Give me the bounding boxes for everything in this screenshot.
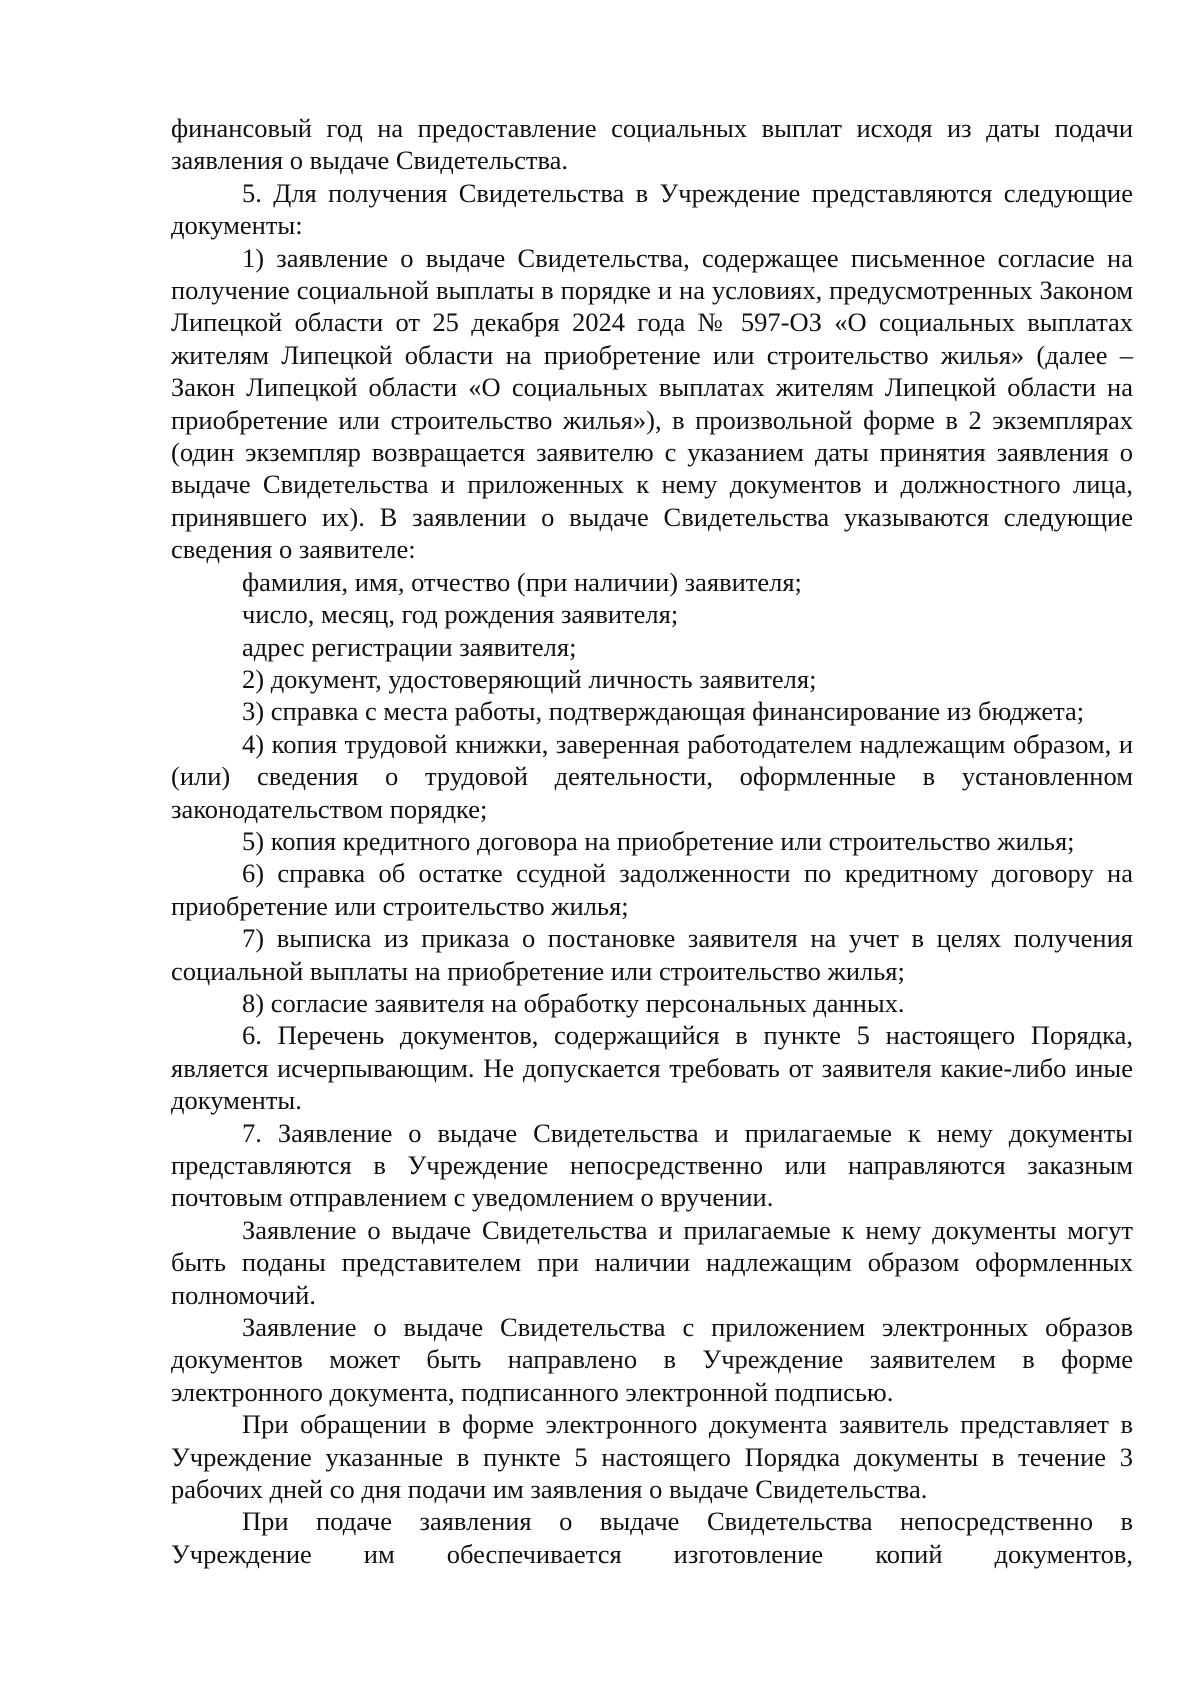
- line-subitem-8: 8) согласие заявителя на обработку персональных данных.: [242, 987, 905, 1018]
- document-page: [171, 112, 1133, 1570]
- paragraph-subitem-1: 1) заявление о выдаче Свидетельства, содержащее письменное согласие на получение социальной выплаты в порядке и на условиях, предусмотренных Законом Липецкой области от 25 декабря 2024 года № 597-ОЗ «О социальных выплатах жителям Липецкой области на приобретение или строительство жилья» (далее – Закон Липецкой области «О социальных выплатах жителям Липецкой области на приобретение или строительство жилья»), в произвольной форме в 2 экземплярах (один экземпляр возвращается заявителю с указанием даты принятия заявления о выдаче Свидетельства и приложенных к нему документов и должностного лица, принявшего их). В заявлении о выдаче Свидетельства указываются следующие сведения о заявителе:: [171, 242, 1133, 565]
- line-applicant-name: фамилия, имя, отчество (при наличии) заявителя;: [242, 566, 802, 597]
- paragraph-electronic-document: При обращении в форме электронного документа заявитель представляет в Учреждение указанные в пункте 5 настоящего Порядка документы в течение 3 рабочих дней со дня подачи им заявления о выдаче Свидетельства.: [171, 1409, 1133, 1505]
- paragraph-electronic-submission: Заявление о выдаче Свидетельства с приложением электронных образов документов может быть направлено в Учреждение заявителем в форме электронного документа, подписанного электронной подписью.: [171, 1312, 1133, 1407]
- line-subitem-5: 5) копия кредитного договора на приобретение или строительство жилья;: [242, 825, 1075, 856]
- line-subitem-3: 3) справка с места работы, подтверждающая финансирование из бюджета;: [242, 696, 1085, 727]
- line-applicant-birthdate: число, месяц, год рождения заявителя;: [242, 599, 679, 630]
- line-subitem-2: 2) документ, удостоверяющий личность заявителя;: [242, 663, 817, 694]
- line-applicant-address: адрес регистрации заявителя;: [242, 631, 577, 662]
- paragraph-item-7: 7. Заявление о выдаче Свидетельства и прилагаемые к нему документы представляются в Учреждение непосредственно или направляются заказным почтовым отправлением с уведомлением о вручении.: [171, 1117, 1133, 1213]
- paragraph-direct-submission: При подаче заявления о выдаче Свидетельства непосредственно в Учреждение им обеспечивается изготовление копий документов,: [171, 1506, 1133, 1569]
- paragraph-subitem-7: 7) выписка из приказа о постановке заявителя на учет в целях получения социальной выплаты на приобретение или строительство жилья;: [171, 923, 1133, 986]
- paragraph-item-6: 6. Перечень документов, содержащийся в пункте 5 настоящего Порядка, является исчерпывающим. Не допускается требовать от заявителя какие-либо иные документы.: [171, 1020, 1133, 1116]
- paragraph-subitem-4: 4) копия трудовой книжки, заверенная работодателем надлежащим образом, и (или) сведения о трудовой деятельности, оформленные в установленном законодательством порядке;: [171, 728, 1133, 824]
- paragraph-subitem-6: 6) справка об остатке ссудной задолженности по кредитному договору на приобретение или строительство жилья;: [171, 858, 1133, 921]
- paragraph-representative: Заявление о выдаче Свидетельства и прилагаемые к нему документы могут быть поданы представителем при наличии надлежащим образом оформленных полномочий.: [171, 1214, 1133, 1310]
- paragraph-item-5: 5. Для получения Свидетельства в Учреждение представляются следующие документы:: [171, 177, 1133, 241]
- paragraph-continued-intro: финансовый год на предоставление социальных выплат исходя из даты подачи заявления о выдаче Свидетельства.: [171, 113, 1133, 176]
